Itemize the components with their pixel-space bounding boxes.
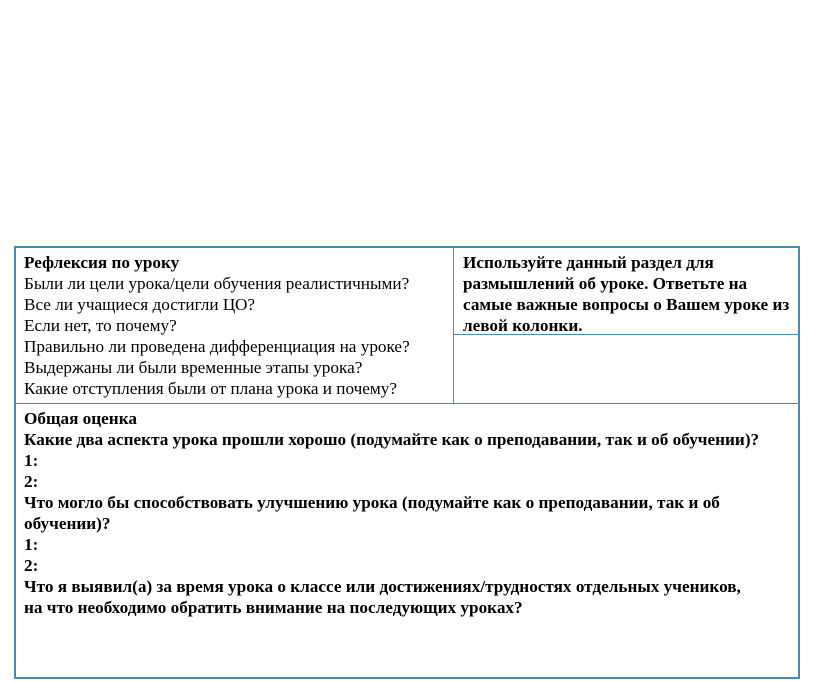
summary-question-improve: Что могло бы способствовать улучшению урока (подумайте как о преподавании, так и об обучении)? [24,493,720,533]
reflection-title: Рефлексия по уроку [24,253,180,272]
reflection-questions-cell [16,248,453,403]
answer-line: 1: [24,535,39,554]
reflection-question: Все ли учащиеся достигли ЦО? [24,295,256,314]
reflection-question: Были ли цели урока/цели обучения реалистичными? [24,274,410,293]
answer-line: 1: [24,451,39,470]
instruction-text: Используйте данный раздел для размышлений об уроке. Ответьте на самые важные вопросы о Вашем уроке из левой колонки. [463,253,790,335]
reflection-answer-cell[interactable] [453,334,800,403]
summary-question-good: Какие два аспекта урока прошли хорошо (подумайте как о преподавании, так и об обучении)? [24,430,760,449]
instruction-cell [453,248,800,334]
summary-question-findings: Что я выявил(а) за время урока о классе или достижениях/трудностях отдельных учеников, на что необходимо обратить внимание на последующих уроках? [24,577,741,617]
reflection-question: Выдержаны ли были временные этапы урока? [24,358,363,377]
reflection-table [14,246,800,679]
reflection-question: Правильно ли проведена дифференциация на уроке? [24,337,410,356]
answer-line: 2: [24,556,39,575]
summary-cell [16,403,800,679]
summary-title: Общая оценка [24,409,137,428]
reflection-question: Какие отступления были от плана урока и почему? [24,379,398,398]
reflection-question: Если нет, то почему? [24,316,177,335]
answer-line: 2: [24,472,39,491]
